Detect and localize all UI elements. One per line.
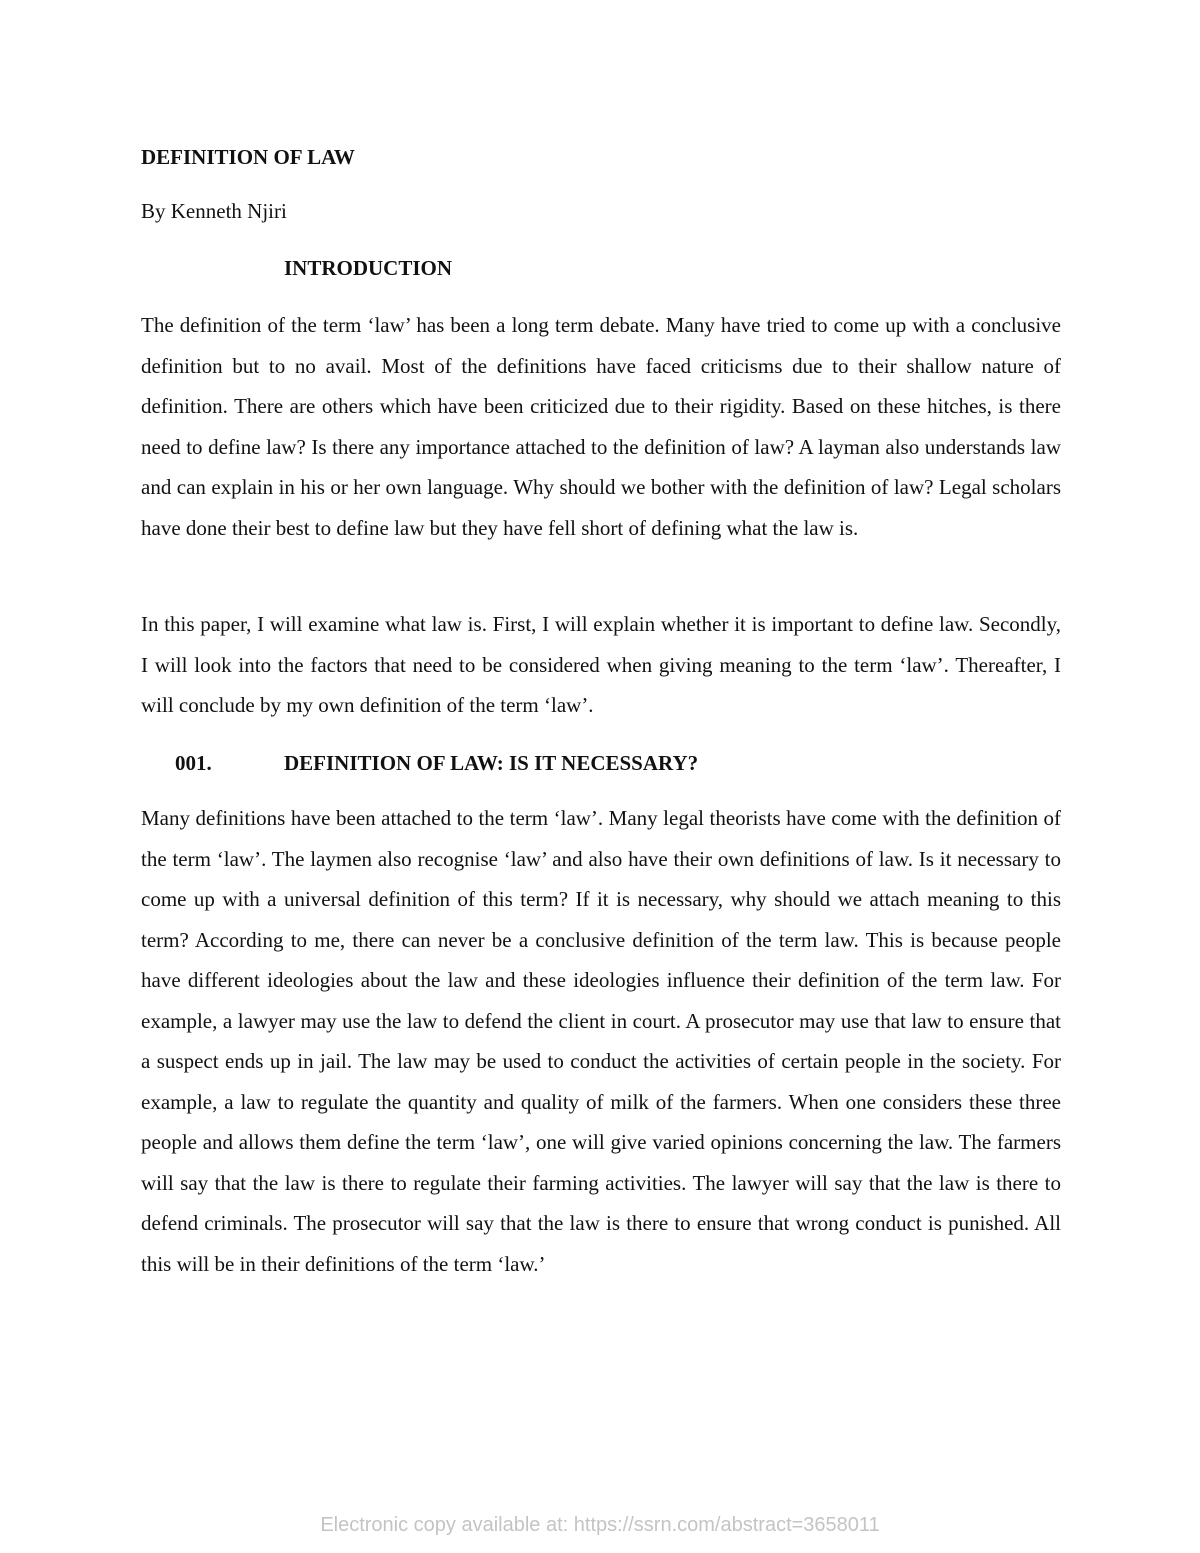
section-001-paragraph: Many definitions have been attached to the term ‘law’. Many legal theorists have come with the definition of the term ‘law’. The laymen also recognise ‘law’ and also have their own definitions of law. Is it necessary to come up with a universal definition of this term? If it is necessary, why should we attach meaning to this term? According to me, there can never be a conclusive definition of the term law. This is because people have different ideologies about the law and these ideologies influence their definition of the term law. For example, a lawyer may use the law to defend the client in court. A prosecutor may use that law to ensure that a suspect ends up in jail. The law may be used to conduct the activities of certain people in the society. For example, a law to regulate the quantity and quality of milk of the farmers. When one considers these three people and allows them define the term ‘law’, one will give varied opinions concerning the law. The farmers will say that the law is there to regulate their farming activities. The lawyer will say that the law is there to defend criminals. The prosecutor will say that the law is there to ensure that wrong conduct is punished. All this will be in their definitions of the term ‘law.’ (141, 806, 1061, 1276)
footer-watermark: Electronic copy available at: https://ssrn.com/abstract=3658011 (320, 1514, 880, 1536)
author-line: By Kenneth Njiri (141, 199, 287, 223)
section-number: 001. (175, 751, 212, 775)
intro-paragraph-1: The definition of the term ‘law’ has been a long term debate. Many have tried to come up with a conclusive definition but to no avail. Most of the definitions have faced criticisms due to their shallow nature of definition. There are others which have been criticized due to their rigidity. Based on these hitches, is there need to define law? Is there any importance attached to the definition of law? A layman also understands law and can explain in his or her own language. Why should we bother with the definition of law? Legal scholars have done their best to define law but they have fell short of defining what the law is. (141, 313, 1061, 540)
intro-paragraph-2: In this paper, I will examine what law is. First, I will explain whether it is important to define law. Secondly, I will look into the factors that need to be considered when giving meaning to the term ‘law’. Thereafter, I will conclude by my own definition of the term ‘law’. (141, 612, 1061, 717)
section-heading-text: DEFINITION OF LAW: IS IT NECESSARY? (284, 751, 699, 775)
introduction-heading: INTRODUCTION (284, 256, 453, 280)
document-title: DEFINITION OF LAW (141, 145, 355, 169)
